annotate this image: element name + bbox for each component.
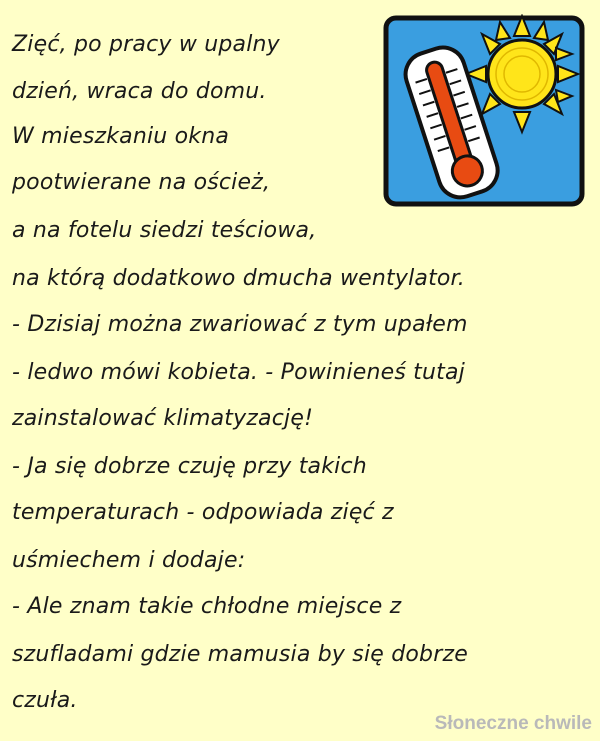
joke-line: szufladami gdzie mamusia by się dobrze <box>12 642 468 667</box>
joke-line: - Ale znam takie chłodne miejsce z <box>12 594 402 619</box>
joke-line: - Ja się dobrze czuję przy takich <box>12 454 367 479</box>
joke-line: zainstalować klimatyzację! <box>12 406 314 431</box>
joke-line: temperaturach - odpowiada zięć z <box>12 500 394 525</box>
sun-thermometer-icon <box>380 14 588 210</box>
joke-line: uśmiechem i dodaje: <box>12 548 246 573</box>
joke-line: dzień, wraca do domu. <box>12 79 267 104</box>
joke-line: Zięć, po pracy w upalny <box>12 32 280 57</box>
joke-line: - Dzisiaj można zwariować z tym upałem <box>12 312 468 337</box>
joke-line: pootwierane na oścież, <box>12 170 271 195</box>
joke-line: a na fotelu siedzi teściowa, <box>12 218 317 243</box>
watermark: Słoneczne chwile <box>434 713 592 734</box>
joke-line: - ledwo mówi kobieta. - Powinieneś tutaj <box>12 360 465 385</box>
joke-line: na którą dodatkowo dmucha wentylator. <box>12 266 465 291</box>
sun-disc <box>488 40 556 108</box>
joke-line: czuła. <box>12 688 78 713</box>
joke-line: W mieszkaniu okna <box>12 124 230 149</box>
